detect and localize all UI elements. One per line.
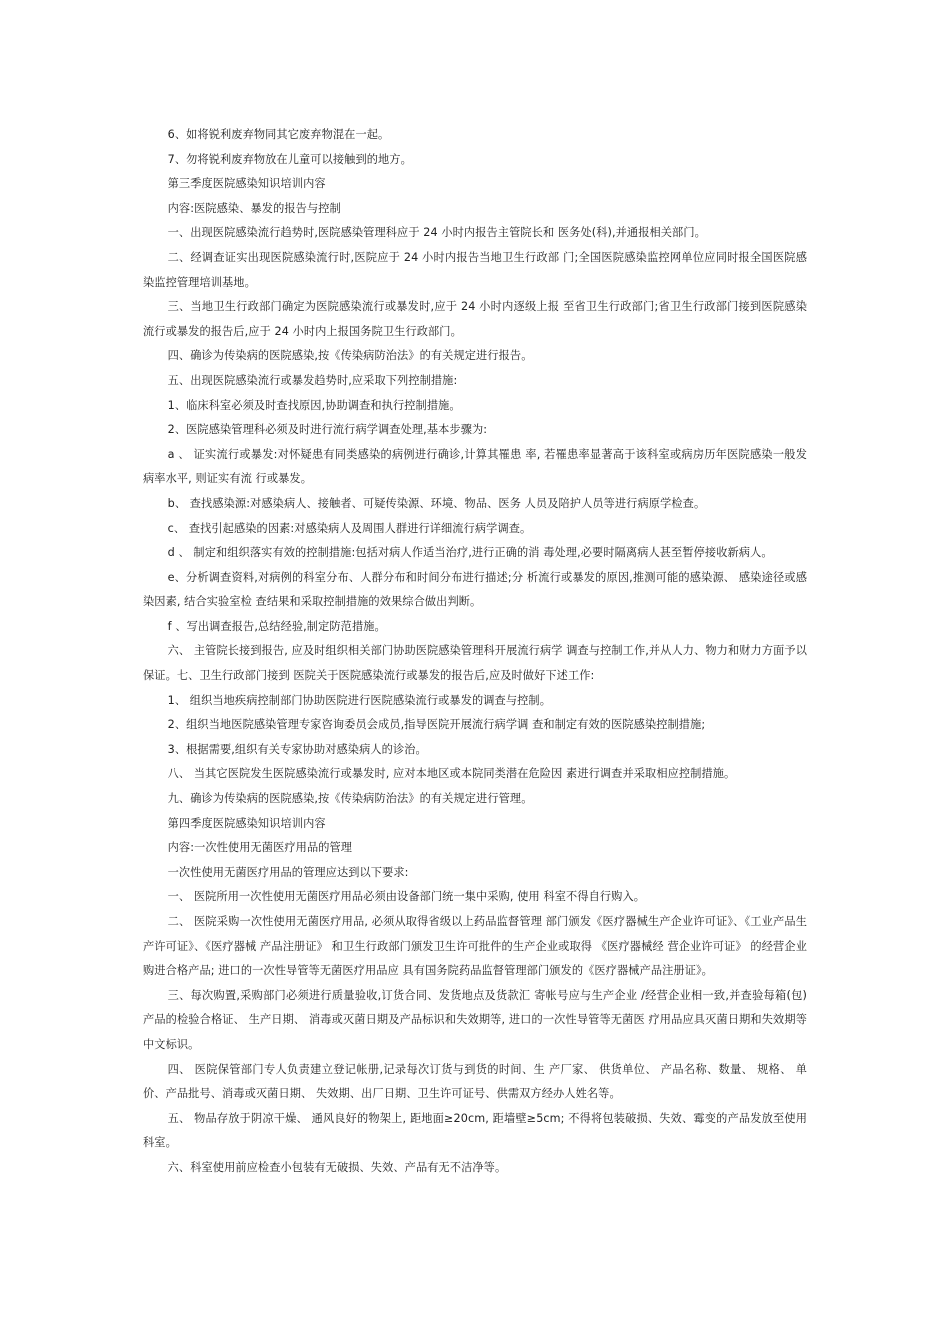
section-content-q3: 内容:医院感染、暴发的报告与控制: [167, 201, 341, 215]
paragraph: 四、 医院保管部门专人负责建立登记帐册,记录每次订货与到货的时间、生 产厂家、 供货单位、 产品名称、数量、 规格、 单价、产品批号、消毒或灭菌日期、 失效期、出厂日期、卫生许可证号、供需双方经办人姓名等。: [143, 1062, 807, 1101]
paragraph: 一次性使用无菌医疗用品的管理应达到以下要求:: [167, 865, 409, 879]
paragraph: 二、经调查证实出现医院感染流行时,医院应于 24 小时内报告当地卫生行政部 门;全国医院感染监控网单位应同时报全国医院感染监控管理培训基地。: [143, 250, 807, 289]
paragraph: b、 查找感染源:对感染病人、接触者、可疑传染源、环境、物品、医务 人员及陪护人员等进行病原学检查。: [167, 496, 706, 510]
paragraph: d 、 制定和组织落实有效的控制措施:包括对病人作适当治疗,进行正确的消 毒处理,必要时隔离病人甚至暂停接收新病人。: [167, 546, 773, 560]
paragraph: 五、出现医院感染流行或暴发趋势时,应采取下列控制措施:: [167, 373, 458, 387]
paragraph: 3、根据需要,组织有关专家协助对感染病人的诊治。: [167, 742, 427, 756]
paragraph: e、分析调查资料,对病例的科室分布、人群分布和时间分布进行描述;分 析流行或暴发的原因,推测可能的感染源、 感染途径或感染因素, 结合实验室检 查结果和采取控制措施的效果综合做出判断。: [143, 570, 807, 609]
paragraph: 五、 物品存放于阴凉干燥、 通风良好的物架上, 距地面≥20cm, 距墙壁≥5cm; 不得将包装破损、失效、霉变的产品发放至使用科室。: [143, 1111, 807, 1150]
paragraph: 2、组织当地医院感染管理专家咨询委员会成员,指导医院开展流行病学调 查和制定有效的医院感染控制措施;: [167, 718, 706, 732]
section-heading-q4: 第四季度医院感染知识培训内容: [167, 816, 326, 830]
paragraph: 九、确诊为传染病的医院感染,按《传染病防治法》的有关规定进行管理。: [167, 792, 533, 806]
paragraph: 八、 当其它医院发生医院感染流行或暴发时, 应对本地区或本院同类潜在危险因 素进行调查并采取相应控制措施。: [167, 767, 736, 781]
document-body: [143, 123, 807, 1181]
paragraph: 一、 医院所用一次性使用无菌医疗用品必须由设备部门统一集中采购, 使用 科室不得自行购入。: [167, 890, 646, 904]
paragraph: f 、写出调查报告,总结经验,制定防范措施。: [167, 619, 386, 633]
paragraph: 四、确诊为传染病的医院感染,按《传染病防治法》的有关规定进行报告。: [167, 349, 533, 363]
paragraph: 六、 主管院长接到报告, 应及时组织相关部门协助医院感染管理科开展流行病学 调查与控制工作,并从人力、物力和财力方面予以保证。七、卫生行政部门接到 医院关于医院感染流行或暴发的报告后,应及时做好下述工作:: [143, 644, 807, 683]
paragraph: 1、临床科室必须及时查找原因,协助调查和执行控制措施。: [167, 398, 461, 412]
paragraph-sharps-children: 7、勿将锐利废弃物放在儿童可以接触到的地方。: [167, 152, 412, 166]
paragraph-sharps-mixing: 6、如将锐利废弃物同其它废弃物混在一起。: [167, 128, 390, 141]
paragraph: 1、 组织当地疾病控制部门协助医院进行医院感染流行或暴发的调查与控制。: [167, 693, 551, 707]
paragraph: 三、当地卫生行政部门确定为医院感染流行或暴发时,应于 24 小时内逐级上报 至省卫生行政部门;省卫生行政部门接到医院感染流行或暴发的报告后,应于 24 小时内上报国务院卫生行政部门。: [143, 300, 807, 338]
paragraph: 三、每次购置,采购部门必须进行质量验收,订货合同、发货地点及货款汇 寄帐号应与生产企业 /经营企业相一致,并查验每箱(包)产品的检验合格证、 生产日期、 消毒或灭菌日期及产品标识和失效期等, 进口的一次性导管等无菌医 疗用品应具灭菌日期和失效期等中文标识。: [143, 988, 807, 1051]
section-heading-q3: 第三季度医院感染知识培训内容: [167, 177, 326, 191]
paragraph: 一、出现医院感染流行趋势时,医院感染管理科应于 24 小时内报告主管院长和 医务处(科),并通报相关部门。: [167, 226, 706, 240]
section-content-q4: 内容:一次性使用无菌医疗用品的管理: [167, 841, 353, 855]
paragraph: 二、 医院采购一次性使用无菌医疗用品, 必须从取得省级以上药品监督管理 部门颁发《医疗器械生产企业许可证》、《工业产品生产许可证》、《医疗器械 产品注册证》 和卫生行政部门颁发卫生许可批件的生产企业或取得 《医疗器械经 营企业许可证》 的经营企业购进合格产品; 进口的一次性导管等无菌医疗用品应 具有国务院药品监督管理部门颁发的《医疗器械产品注册证》。: [143, 915, 807, 978]
paragraph: 六、科室使用前应检查小包装有无破损、失效、产品有无不洁净等。: [167, 1160, 507, 1174]
paragraph: 2、医院感染管理科必须及时进行流行病学调查处理,基本步骤为:: [167, 423, 488, 437]
paragraph: a 、 证实流行或暴发:对怀疑患有同类感染的病例进行确诊,计算其罹患 率, 若罹患率显著高于该科室或病房历年医院感染一般发病率水平, 则证实有流 行或暴发。: [143, 447, 807, 486]
paragraph: c、 查找引起感染的因素:对感染病人及周围人群进行详细流行病学调查。: [167, 521, 532, 535]
